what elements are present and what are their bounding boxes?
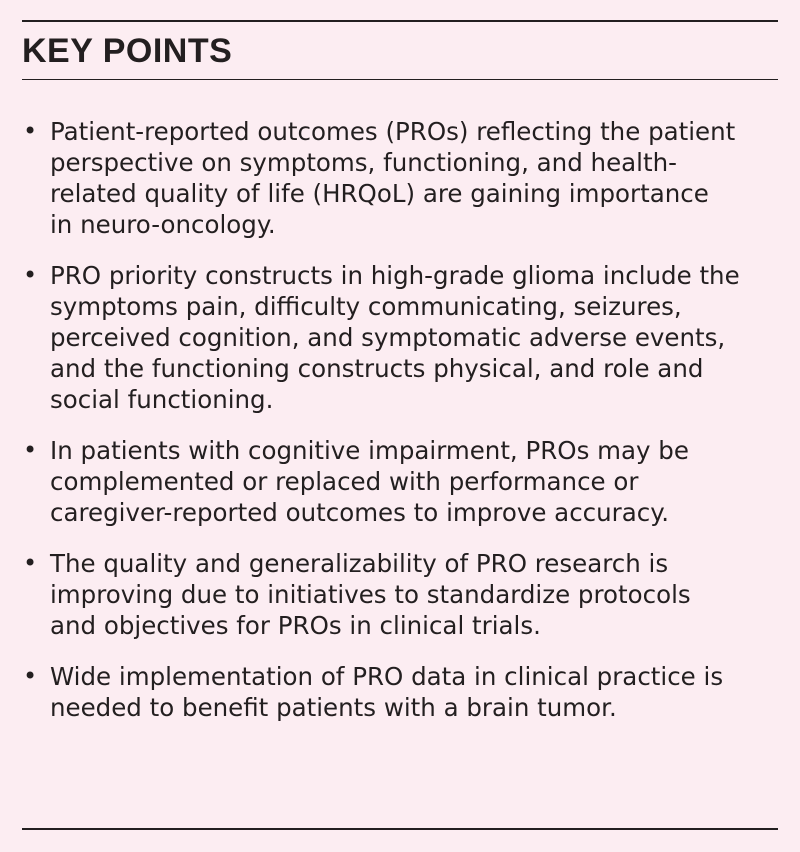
key-point-1	[22, 116, 778, 240]
bullet-icon: •	[23, 436, 38, 464]
key-points-box	[22, 0, 778, 852]
bottom-rule	[22, 828, 778, 830]
point-line: social functioning.	[50, 385, 274, 414]
bullet-icon: •	[23, 117, 38, 145]
heading-rule	[22, 79, 778, 80]
point-line: PRO priority constructs in high-grade glioma include the	[50, 261, 740, 290]
key-points-heading: KEY POINTS	[22, 32, 233, 70]
point-line: caregiver-reported outcomes to improve accuracy.	[50, 498, 670, 527]
top-rule	[22, 20, 778, 22]
point-line: The quality and generalizability of PRO research is	[50, 549, 669, 578]
bullet-icon: •	[23, 662, 38, 690]
point-line: symptoms pain, difficulty communicating, seizures,	[50, 292, 682, 321]
point-line: complemented or replaced with performance or	[50, 467, 639, 496]
point-line: and objectives for PROs in clinical trials.	[50, 611, 541, 640]
key-point-4	[22, 548, 778, 641]
point-line: perceived cognition, and symptomatic adverse events,	[50, 323, 726, 352]
point-line: and the functioning constructs physical, and role and	[50, 354, 704, 383]
point-line: In patients with cognitive impairment, PROs may be	[50, 436, 689, 465]
bullet-icon: •	[23, 549, 38, 577]
point-line: perspective on symptoms, functioning, and health-	[50, 148, 677, 177]
point-line: Patient-reported outcomes (PROs) reflecting the patient	[50, 117, 736, 146]
key-point-2	[22, 260, 778, 415]
point-line: in neuro-oncology.	[50, 210, 276, 239]
point-line: needed to benefit patients with a brain tumor.	[50, 693, 617, 722]
point-line: related quality of life (HRQoL) are gaining importance	[50, 179, 709, 208]
bullet-icon: •	[23, 261, 38, 289]
point-line: improving due to initiatives to standardize protocols	[50, 580, 691, 609]
key-point-3	[22, 435, 778, 528]
point-line: Wide implementation of PRO data in clinical practice is	[50, 662, 724, 691]
key-point-5	[22, 661, 778, 723]
key-points-list	[22, 116, 778, 743]
